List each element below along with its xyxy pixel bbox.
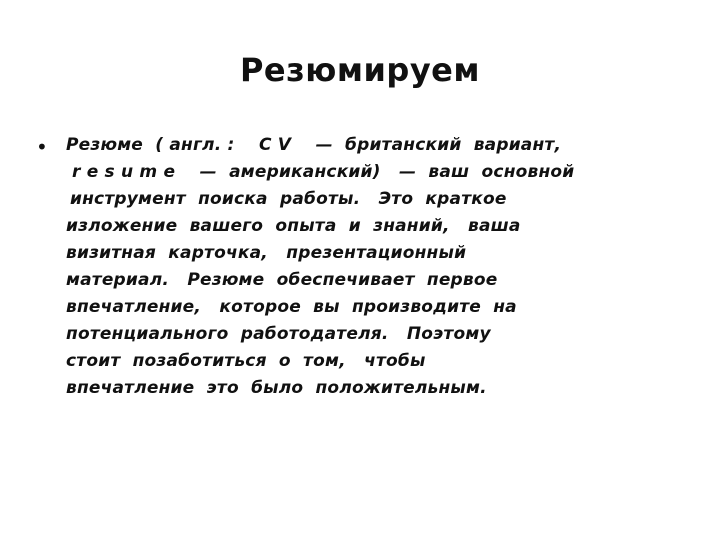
body-line: впечатление это было положительным.: [66, 378, 487, 398]
body-line: инструмент поиска работы. Это краткое: [70, 189, 507, 209]
body-line: визитная карточка, презентационный: [66, 243, 467, 263]
body-line: Резюме ( англ. : C V — британский вариант,: [66, 135, 562, 155]
slide-title: Резюмируем: [239, 51, 481, 89]
body-line: r e s u m e — американский) — ваш основной: [72, 162, 575, 182]
body-line: стоит позаботиться о том, чтобы: [66, 351, 426, 371]
body-line: впечатление, которое вы производите на: [66, 297, 517, 317]
bullet-text: [66, 132, 686, 402]
body-line: изложение вашего опыта и знаний, ваша: [66, 216, 521, 236]
body-line: потенциального работодателя. Поэтому: [66, 324, 491, 344]
bullet-marker: •: [36, 135, 48, 159]
body-line: материал. Резюме обеспечивает первое: [66, 270, 498, 290]
